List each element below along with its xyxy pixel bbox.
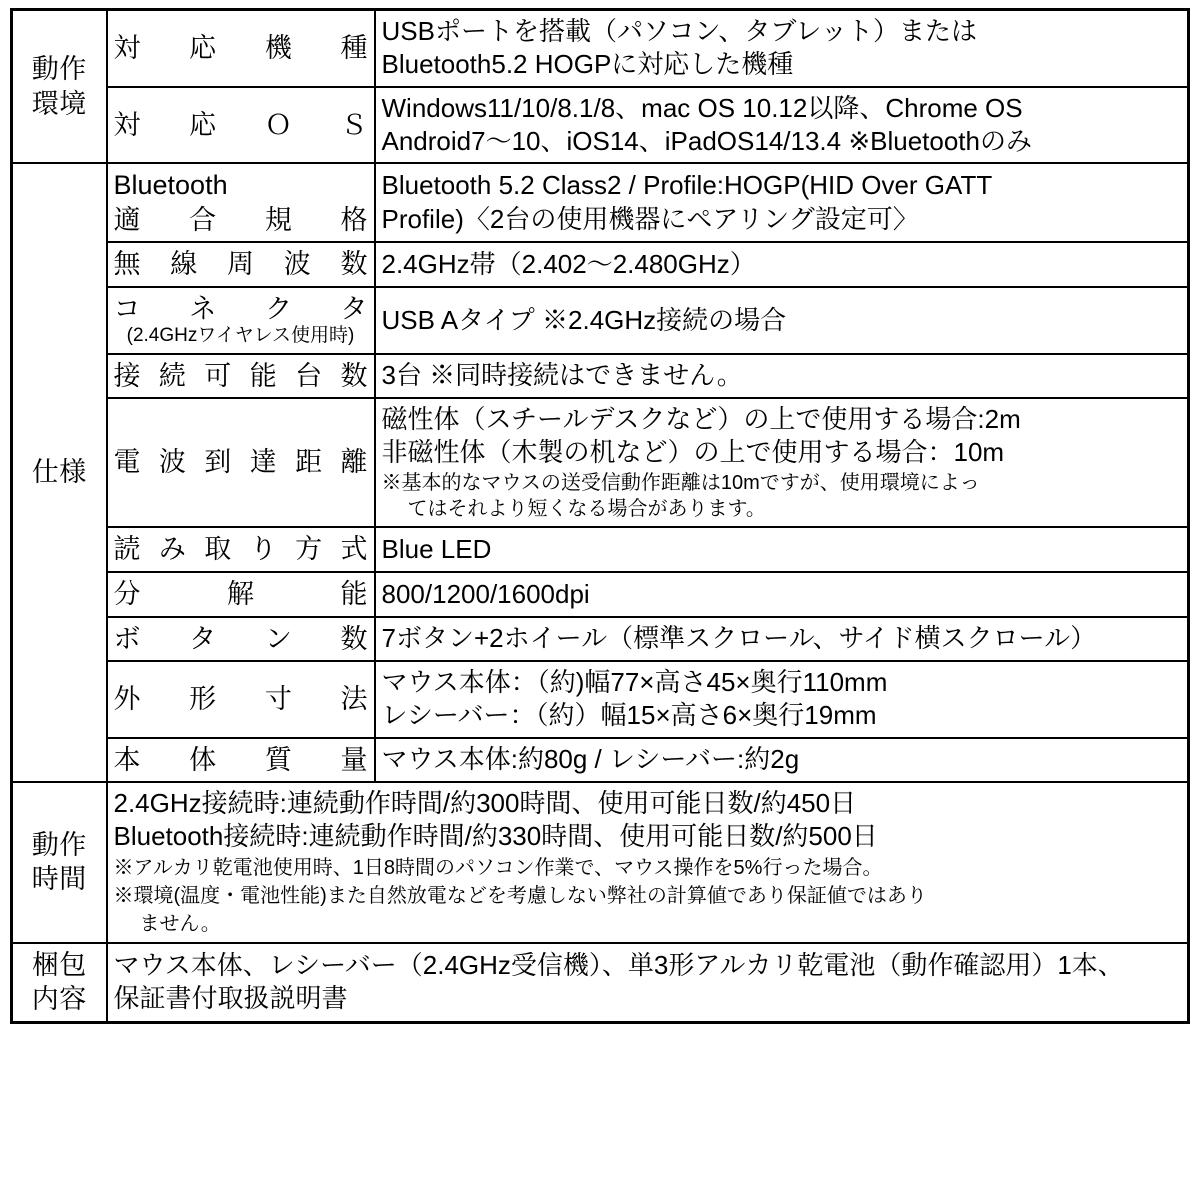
row-label-line: 読み取り方式	[113, 534, 368, 565]
row-value-package	[107, 943, 1189, 1023]
row-label-line: 本体質量	[113, 744, 368, 775]
row-label-buttons	[107, 617, 375, 662]
group-label-spec	[12, 163, 107, 782]
row-label-dimensions	[107, 661, 375, 738]
row-label-line: コネクタ	[113, 293, 368, 324]
row-value-weight	[375, 738, 1189, 783]
value-note: ません。	[139, 912, 221, 935]
row-label-connector	[107, 287, 375, 354]
table-row	[12, 527, 1189, 572]
value-line: 3台 ※同時接続はできません。	[381, 360, 743, 391]
value-line: Bluetooth接続時:連続動作時間/約330時間、使用可能日数/約500日	[113, 821, 878, 852]
group-label-line: 内容	[31, 984, 87, 1015]
value-line: Blue LED	[381, 534, 492, 565]
table-row	[12, 572, 1189, 617]
row-value-runtime	[107, 782, 1189, 943]
row-label-sensor	[107, 527, 375, 572]
row-value-supported-devices	[375, 10, 1189, 87]
value-line: レシーバー：（約）幅15×高さ6×奥行19mm	[381, 700, 877, 731]
table-row	[12, 782, 1189, 943]
specifications-table	[10, 8, 1190, 1024]
table-row	[12, 163, 1189, 242]
row-label-line: 対応ＯＳ	[113, 109, 368, 140]
value-note: ※アルカリ乾電池使用時、1日8時間のパソコン作業で、マウス操作を5%行った場合。	[113, 856, 883, 879]
value-line: Android7～10、iOS14、iPadOS14/13.4 ※Bluetoothのみ	[381, 125, 1032, 156]
value-line: USB Aタイプ ※2.4GHz接続の場合	[381, 304, 787, 335]
row-label-connectable-count	[107, 354, 375, 399]
row-value-frequency	[375, 242, 1189, 287]
value-line: 2.4GHz接続時:連続動作時間/約300時間、使用可能日数/約450日	[113, 788, 857, 819]
value-note: てはそれより短くなる場合があります。	[407, 498, 766, 521]
row-label-frequency	[107, 242, 375, 287]
row-label-line: 外形寸法	[113, 684, 368, 715]
group-label-line: 時間	[31, 864, 87, 895]
group-label-environment	[12, 10, 107, 164]
row-label-sub: (2.4GHzワイヤレス使用時)	[126, 325, 355, 347]
row-value-buttons	[375, 617, 1189, 662]
table-row	[12, 87, 1189, 164]
group-label-line: 動作	[31, 829, 87, 860]
row-value-range	[375, 398, 1189, 527]
row-label-weight	[107, 738, 375, 783]
row-label-range	[107, 398, 375, 527]
value-line: Windows11/10/8.1/8、mac OS 10.12以降、Chrome OS	[381, 92, 1023, 123]
table-row	[12, 617, 1189, 662]
group-label-line: 梱包	[31, 949, 87, 980]
value-line: 800/1200/1600dpi	[381, 578, 590, 609]
value-line: 7ボタン+2ホイール（標準スクロール、サイド横スクロール）	[381, 623, 1097, 654]
row-label-bluetooth-standard	[107, 163, 375, 242]
row-label-supported-devices	[107, 10, 375, 87]
row-label-supported-os	[107, 87, 375, 164]
value-line: USBポートを搭載（パソコン、タブレット）または	[381, 16, 978, 46]
group-label-line: 環境	[31, 88, 87, 119]
row-label-resolution	[107, 572, 375, 617]
value-line: マウス本体、レシーバー（2.4GHz受信機）、単3形アルカリ乾電池（動作確認用）1本、	[113, 949, 1124, 980]
row-value-bluetooth-standard	[375, 163, 1189, 242]
row-label-line: Bluetooth	[113, 170, 228, 201]
row-value-supported-os	[375, 87, 1189, 164]
table-row	[12, 398, 1189, 527]
table-row	[12, 943, 1189, 1023]
row-label-line: ボタン数	[113, 623, 368, 654]
value-line: 2.4GHz帯（2.402～2.480GHz）	[381, 248, 756, 279]
table-row	[12, 242, 1189, 287]
row-value-resolution	[375, 572, 1189, 617]
row-label-line: 無線周波数	[113, 249, 368, 280]
row-value-connectable-count	[375, 354, 1189, 399]
value-line: Bluetooth5.2 HOGPに対応した機種	[381, 49, 794, 80]
table-row	[12, 354, 1189, 399]
row-value-dimensions	[375, 661, 1189, 738]
value-line: 保証書付取扱説明書	[113, 983, 348, 1014]
table-row	[12, 738, 1189, 783]
value-line: マウス本体:約80g / レシーバー:約2g	[381, 744, 800, 775]
table-row	[12, 661, 1189, 738]
row-label-line: 分解能	[113, 578, 368, 609]
group-label-line: 仕様	[31, 457, 87, 488]
group-label-package	[12, 943, 107, 1023]
value-line: Profile)〈2台の使用機器にペアリング設定可〉	[381, 203, 919, 234]
row-label-line: 接続可能台数	[113, 360, 368, 391]
row-label-line: 対応機種	[113, 32, 368, 63]
value-line: マウス本体：（約)幅77×高さ45×奥行110mm	[381, 667, 888, 698]
value-line: 非磁性体（木製の机など）の上で使用する場合：10m	[381, 437, 1005, 468]
value-note: ※基本的なマウスの送受信動作距離は10mですが、使用環境によっ	[381, 471, 980, 494]
group-label-line: 動作	[31, 53, 87, 84]
row-value-sensor	[375, 527, 1189, 572]
table-row	[12, 287, 1189, 354]
value-line: Bluetooth 5.2 Class2 / Profile:HOGP(HID Over GATT	[381, 170, 993, 201]
table-row	[12, 10, 1189, 87]
value-note: ※環境(温度・電池性能)また自然放電などを考慮しない弊社の計算値であり保証値ではあり	[113, 884, 927, 907]
value-line: 磁性体（スチールデスクなど）の上で使用する場合:2m	[381, 404, 1021, 435]
group-label-runtime	[12, 782, 107, 943]
row-value-connector	[375, 287, 1189, 354]
row-label-line: 電波到達距離	[113, 447, 368, 478]
row-label-line: 適合規格	[113, 204, 368, 235]
